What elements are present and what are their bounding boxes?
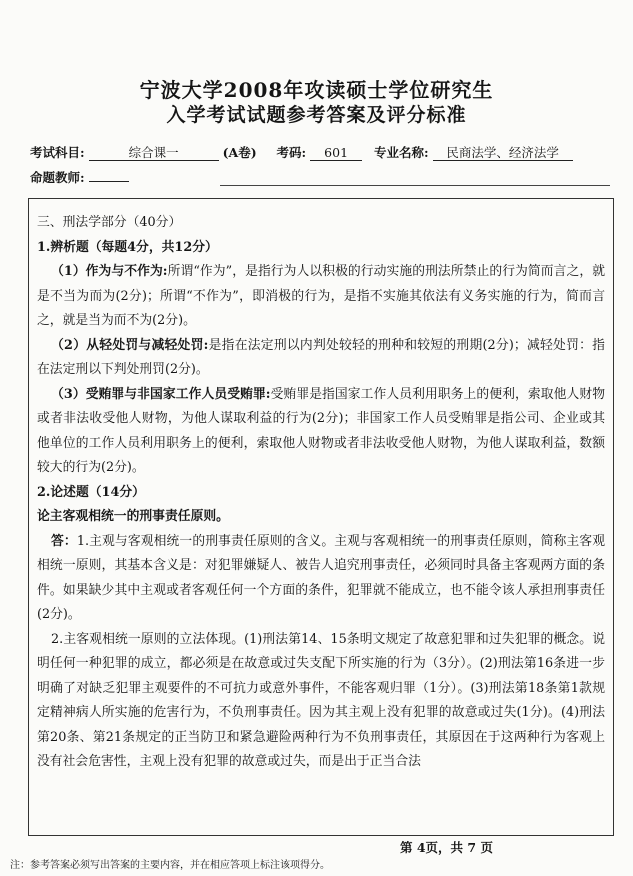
q1-a-text: 所谓“作为”，是指行为人以积极的行动实施的刑法所禁止的行为简而言之，就是不当为而为(2分)；所谓“不作为”，即消极的行为，是指不实施其依法有义务实施的行为，简而言之，就是当为而不为(2分)。 [37, 264, 605, 328]
teacher-label: 命题教师: [30, 170, 85, 185]
q1-title: 1.辨析题（每题4分，共12分） [37, 239, 218, 255]
q2-subtitle: 论主客观相统一的刑事责任原则。 [37, 509, 229, 524]
paper-label: (A卷) [222, 145, 257, 160]
answer-box [28, 198, 614, 836]
code-label: 考码: [276, 145, 307, 160]
answer-p1-text: 1.主观与客观相统一的刑事责任原则的含义。主观与客观相统一的刑事责任原则，简称主客观相统一原则，其基本含义是：对犯罪嫌疑人、被告人追究刑事责任，必须同时具备主客观两方面的条件。如果缺少其中主观或者客观任何一个方面的条件，犯罪就不能成立，也不能令该人承担刑事责任(2分)。 [37, 533, 606, 622]
code-value: 601 [310, 146, 362, 161]
major-value: 民商法学、经济法学 [433, 146, 573, 161]
q1-a [37, 260, 605, 334]
exam-title-line1: 宁波大学2008年攻读硕士学位研究生 [139, 78, 494, 102]
subject-value: 综合课一 [89, 146, 219, 161]
q1-c-text: 受贿罪是指国家工作人员利用职务上的便利，索取他人财物或者非法收受他人财物，为他人谋取利益的行为(2分)；非国家工作人员受贿罪是指公司、企业或其他单位的工作人员利用职务上的便利，索取他人财物或者非法收受他人财物，为他人谋取利益，数额较大的行为(2分)。 [37, 386, 605, 475]
q2-title: 2.论述题（14分） [37, 484, 145, 500]
q1-c [37, 383, 605, 481]
q1-b-head: （2）从轻处罚与减轻处罚: [51, 337, 209, 353]
teacher-rule [220, 185, 610, 186]
teacher-value [89, 181, 129, 182]
q1-b-text: 是指在法定刑以内判处较轻的刑种和较短的刑期(2分)；减轻处罚：指在法定刑以下判处刑罚(2分)。 [37, 337, 605, 377]
footer-note: 注：参考答案必须写出答案的主要内容，并在相应答项上标注该项得分。 [10, 860, 330, 871]
answer-content [37, 211, 605, 775]
exam-meta-row [30, 143, 573, 161]
page-number: 第 4页，共 7 页 [400, 840, 493, 855]
section-title: 三、刑法学部分（40分） [37, 215, 182, 230]
answer-label: 答： [51, 533, 77, 549]
q1-a-head: （1）作为与不作为: [51, 264, 168, 279]
major-label: 专业名称: [374, 145, 429, 160]
q1-b [37, 334, 605, 383]
q1-c-head: （3）受贿罪与非国家工作人员受贿罪: [51, 386, 271, 402]
answer-p2: 2.主客观相统一原则的立法体现。(1)刑法第14、15条明文规定了故意犯罪和过失犯罪的概念。说明任何一种犯罪的成立，都必须是在故意或过失支配下所实施的行为（3分）。(2)刑法第16条进一步明确了对缺乏犯罪主观要件的不可抗力或意外事件，不能客观归罪（1分）。(3)刑法第18条第1款规定精神病人所实施的危害行为，不负刑事责任。因为其主观上没有犯罪的故意或过失(1分)。(4)刑法第20条、第21条规定的正当防卫和紧急避险两种行为不负刑事责任，其原因在于这两种行为客观上没有社会危害性，主观上没有犯罪的故意或过失，而是出于正当合法 [37, 631, 605, 769]
exam-title-line2: 入学考试试题参考答案及评分标准 [166, 104, 467, 126]
answer-p1 [37, 530, 605, 628]
subject-label: 考试科目: [30, 145, 85, 160]
teacher-row [30, 168, 129, 186]
